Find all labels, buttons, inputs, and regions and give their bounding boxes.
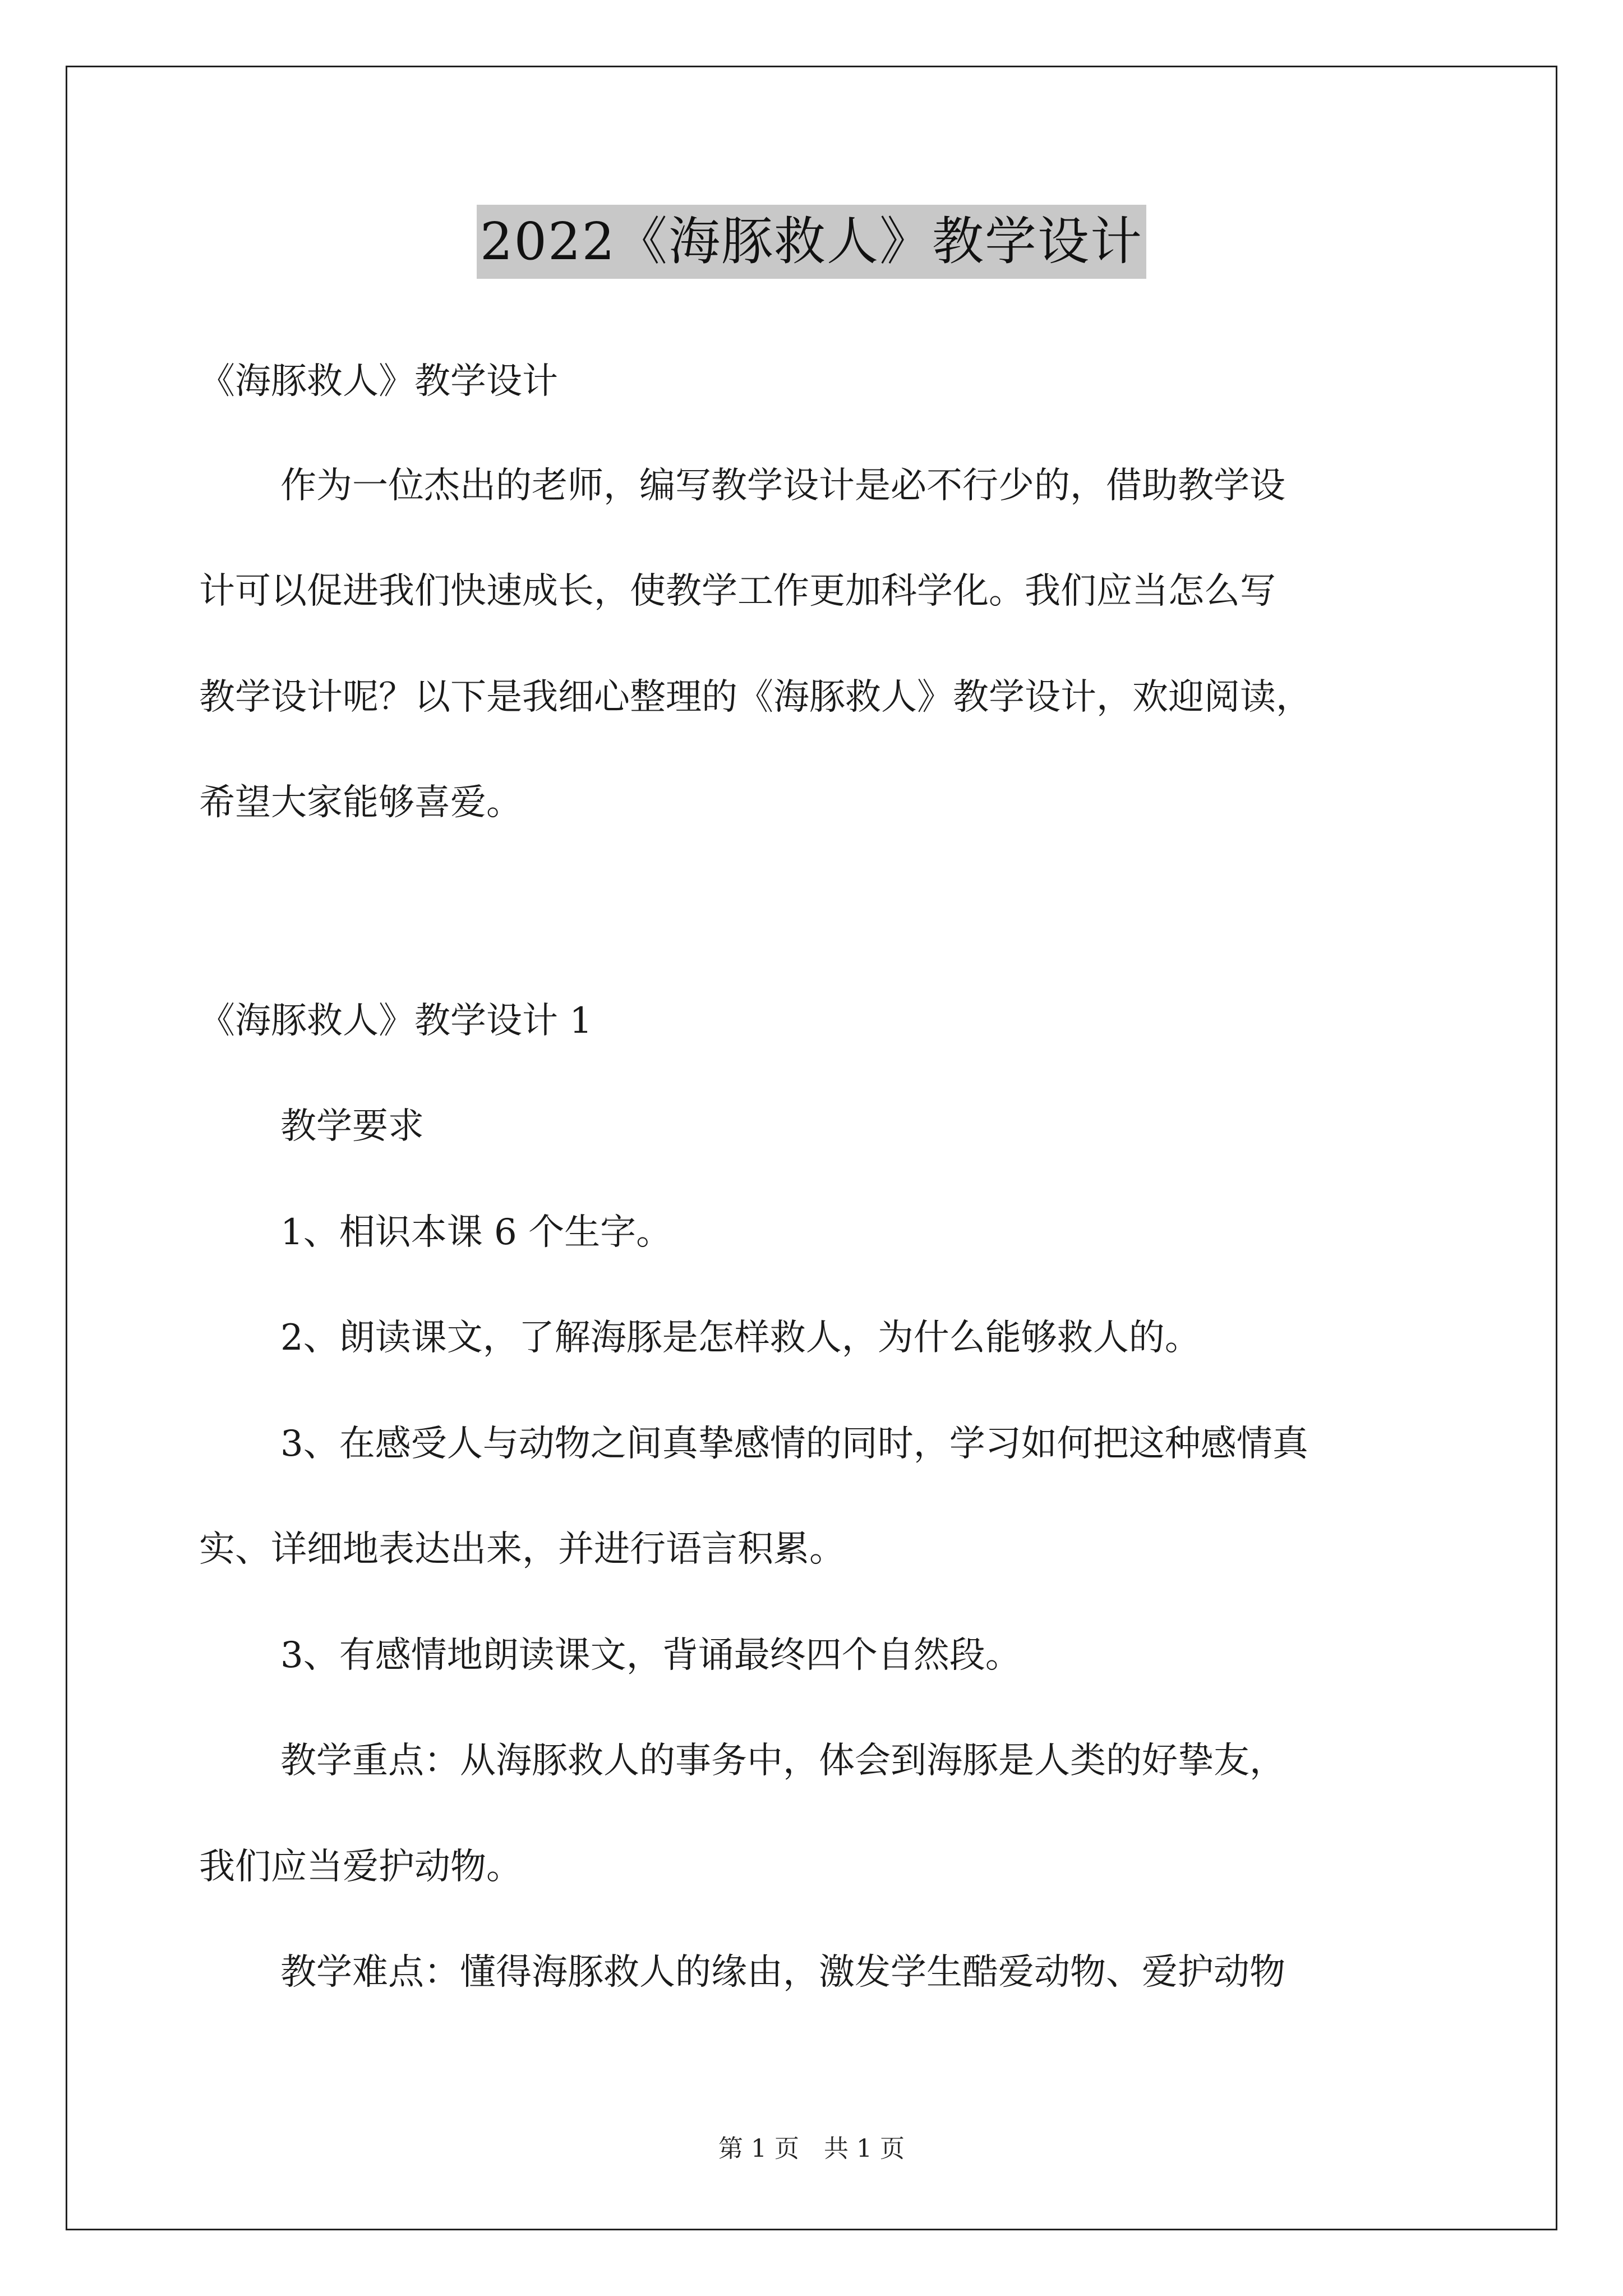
paragraph-line: 计可以促进我们快速成长，使教学工作更加科学化。我们应当怎么写: [199, 570, 1276, 612]
subtitle-line: 《海豚救人》教学设计: [199, 361, 558, 402]
subsection-heading: 教学要求: [280, 1106, 424, 1147]
title-container: [0, 205, 1623, 279]
list-item: 3、在感受人与动物之间真挚感情的同时，学习如何把这种感情真: [280, 1423, 1308, 1465]
paragraph-line: 作为一位杰出的老师，编写教学设计是必不行少的，借助教学设: [280, 465, 1285, 507]
paragraph-line: 教学重点：从海豚救人的事务中，体会到海豚是人类的好挚友，: [280, 1740, 1285, 1782]
section-heading: 《海豚救人》教学设计 1: [199, 1000, 593, 1042]
paragraph-line: 教学设计呢？以下是我细心整理的《海豚救人》教学设计，欢迎阅读，: [199, 677, 1312, 718]
list-item: 2、朗读课文，了解海豚是怎样救人，为什么能够救人的。: [280, 1317, 1201, 1359]
list-item-continuation: 实、详细地表达出来，并进行语言积累。: [199, 1529, 845, 1570]
list-item: 3、有感情地朗读课文，背诵最终四个自然段。: [280, 1635, 1021, 1676]
paragraph-line: 我们应当爱护动物。: [199, 1846, 522, 1888]
paragraph-line: 希望大家能够喜爱。: [199, 782, 522, 823]
document-title: 2022《海豚救人》教学设计: [477, 205, 1146, 279]
list-item: 1、相识本课 6 个生字。: [280, 1212, 672, 1253]
paragraph-line: 教学难点：懂得海豚救人的缘由，激发学生酷爱动物、爱护动物: [280, 1952, 1285, 1993]
page-footer: 第 1 页 共 1 页: [718, 2134, 905, 2163]
